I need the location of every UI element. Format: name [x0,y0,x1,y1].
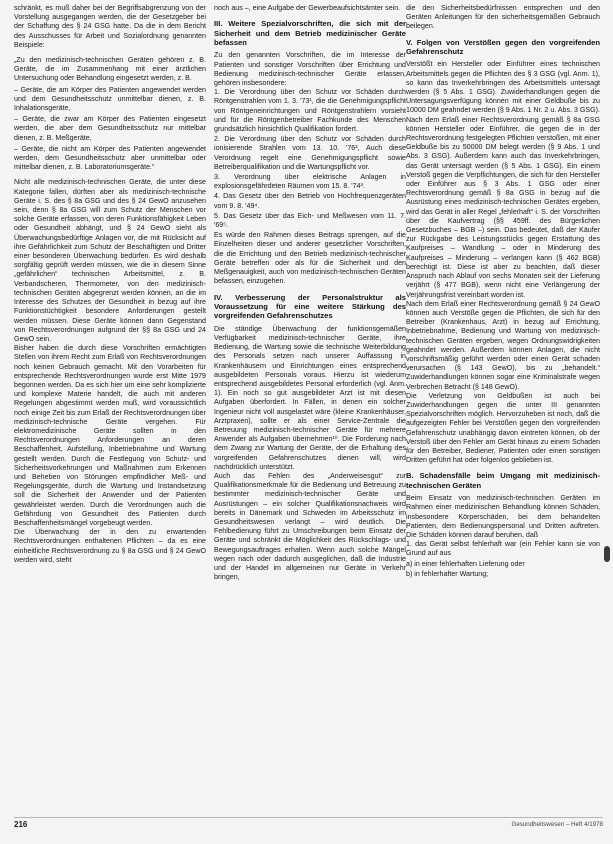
binding-hole-mark [604,546,610,562]
footer-divider [14,817,603,818]
damage-cause-list [406,540,600,579]
paragraph: Nach dem Erlaß einer Rechtsverordnung gemäß § 24 GewO können auch Verstöße gegen die Pflichten, die sich für den Betreiber (Krankenhaus, Arzt) in bezug auf Errichtung, Inbetriebnahme, Bedienung und Wartung von medizinisch-technischen Geräten ergeben, wegen Ordnungswidrigkeiten geahndet werden. Außerdem können Anlagen, die nicht vorschriftsmäßig geführt werden oder einen Gerät schaden verursachen (§ 143 GewO), bis zu „behandelt.“ Zuwiderhandlungen können sogar eine Kriminalstrafe wegen Verbrechen Betracht (§ 148 GewO). [406,299,600,391]
paragraph: Bisher haben die durch diese Vorschriften ermächtigten Stellen von ihrem Recht zum Erlaß von Rechtsverordnungen noch keinen Gebrauch gemacht. Mit den Vorarbeiten für entsprechende Rechtsverordnungen wurde erst Mitte 1979 begonnen werden. Da es sich hier um eine sehr komplizierte und komplexe Materie handelt, die auch mit anderen Regelungen abgestimmt werden muß, wird voraussichtlich noch einige Zeit bis zum Erlaß der Rechtsverordnungen über medizinisch-technische Geräte vergehen. Für elektromedizinische Geräte sollten in den Rechtsverordnungen Anforderungen an deren Beschaffenheit, Aufstellung, Inbetriebnahme und Wartung gestellt werden. Durch die Festlegung von Schutz- und Sicherheitsvorkehrungen und Maßnahmen zum Erkennen und Beheben von Störungen empfindlicher Meß- und Regelungsgeräte, durch die Wartung und Instandsetzung soll die Sicherheit der Anwender und der Patienten gewährleistet werden. Durch die Verordnungen auch die Gefährdung von Gesundheit des Patienten durch Beschaffenheitsmängel vorgebeugt werden. [14,344,206,527]
list-item: 3. Verordnung über elektrische Anlagen in explosionsgefährdeten Räumen vom 15. 8. '74³. [214,173,406,191]
quote-bullet: – Geräte, die zwar am Körper des Patienten eingesetzt werden, die aber dem Gesundheitsschutz nur mittelbar dienen, z. B. Meßgeräte, [14,115,206,142]
paragraph: Die ständige Überwachung der funktionsgemäßen Verfügbarkeit medizinisch-technischer Geräte, ihre Bedienung, die Wartung sowie die technische Weiterbildung des Personals setzen nach unserer Auffassung in Krankenhäusern und Einrichtungen eines entsprechend ausgebildeten Personals voraus. Hierzu ist wiederum entsprechend ausgebildetes Personal erforderlich (vgl. Anm. 1). Ein noch so gut ausgebildeter Arzt ist mit diesen Aufgaben überfordert. In Fällen, in denen ein solcher Ingenieur nicht voll ausgelastet wäre (kleine Krankenhäuser, Arztpraxen), sollte er als einer Service-Zentrale die Betreuung medizinisch-technischer Geräte für mehrere Anwender als Aufgaben übernehmen¹⁰. Die Forderung nach dem Zwang zur Wartung der Geräte, der die Erhaltung des vorgreifenden Gefahrenschutzes dienen will, wird nachdrücklich unterstützt. [214,324,406,471]
regulation-list [214,88,406,230]
section-heading: IV. Verbesserung der Personalstruktur als Voraussetzung für eine weitere Stärkung des vorgreifenden Gefahrenschutzes [214,292,406,321]
quote-paragraph: „Zu den medizinisch-technischen Geräten gehören z. B. Geräte, die im Zusammenhang mit einer ärztlichen Untersuchung oder Behandlung eingesetzt werden, z. B. [14,56,206,83]
quote-bullet: – Geräte, die am Körper des Patienten angewendet werden und dem Gesundheitsschutz unmittelbar dienen, z. B. Inhalationsgeräte, [14,85,206,113]
list-item: b) in fehlerhafter Wartung; [406,569,489,578]
paragraph: Nicht alle medizinisch-technischen Geräte, die unter diese Kategorie fallen, dürften aber als medizinisch-technische Geräte i. S. des § 8a GSG und des § 24 GewO anzusehen sein, denn § 8a GSG will zum Schutz der Menschen vor solche Geräte erfassen, von deren Funktionsfähigkeit Leben oder Gesundheit abhängt, und § 24 GewO sieht als Überwachungsbedürftige Anlagen vor, die mit Rücksicht auf ihre Gefährlichkeit zum Schutz der Beschäftigten und Dritter einer besonderen Überwachung bedürfen. Es wird deshalb sorgfältig geprüft werden müssen, wie die in diesem Sinne „gefährlichen“ technischen Arbeitsmittel, z. B. Verbandscheren, Thermometer, von den medizinisch-technischen Geräten abgegrenzt werden können, an die im Interesse des Schutzes der Gesundheit in bezug auf ihre Funktionstüchtigkeit besondere Anforderungen gestellt werden müssen. Diese Geräte können dann Gegenstand von Rechtsverordnungen aufgrund der §§ 8a GSG und 24 GewO sein. [14,178,206,343]
list-item: 2. Die Verordnung über den Schutz vor Schäden durch ionisierende Strahlen vom 13. 10. '76², Auch diese Verordnung regelt eine Genehmigungspflicht sowie Betreiberqualifikation und die Wartungspflicht vor. [214,135,406,171]
section-heading: V. Folgen von Verstößen gegen den vorgreifenden Gefahrenschutz [406,37,600,57]
column-middle [214,4,406,818]
paragraph: noch aus –, eine Aufgabe der Gewerbeaufsichtsämter sein. [214,4,401,12]
paragraph: Auch das Fehlen des „Anderweisesgut“ zur Qualifikationsmerkmale für die Bedienung und Betreuung zu bestimmter medizinisch-technischer Geräte und Ausrüstungen – ein solcher Qualifikationsnachweis wird bereits in Dänemark und Schweden im Arbeitsschutz im Gesundheitswesen verlangt – wird deutlich. Die Fehlbedienung führt zu Umschreibungen beim Einsatz der Geräte und schränkt die Möglichkeit des Rückschlags- und Bewegungsauftrages erhalten. Wenn auch solche Mängel wegen nach oder dadurch ausgeglichen, daß die Industrie und der Handel im allgemeinen nur Geräte in Verkehr bringen, [214,471,406,582]
section-heading: B. Schadensfälle beim Umgang mit medizinisch-technischen Geräten [406,471,600,490]
list-item: 1. Die Verordnung über den Schutz vor Schäden durch Röntgenstrahlen vom 1. 3. '73¹, die die Genehmigungspflicht von Röntgeneinrichtungen und Röntgenstrahlern vorsieht und für die Röntgenbetreiber Fachkunde des Menschen grundsätzlich hinsichtlich Qualifikation fordert. [214,88,406,134]
paragraph: die den Sicherheitsbedürfnissen entsprechen und den Geräten Anleitungen für den sicherheitsgemäßen Gebrauch beilegen. [406,4,600,31]
list-item: 5. Das Gesetz über das Eich- und Meßwesen vom 11. 7. '69⁵. [214,211,406,230]
paragraph: Verstößt ein Hersteller oder Einführer eines technischen Arbeitsmittels gegen die Pflichten des § 3 GSG (vgl. Anm. 1), so kann das Inverkehrbringen des Arbeitsmittels untersagt werden (§ 5 Abs. 1 GSG). Zuwiderhandlungen gegen die Untersagungsverfügung können mit einer Geldbuße bis zu 10000 DM geahndet werden (§ 9 Abs. 1 Nr. 2 u. Abs. 3 GSG). Nach dem Erlaß einer Rechtsverordnung gemäß § 8a GSG können Hersteller oder Einführer, die gegen die in der Rechtsverordnung festgelegten Pflichten verstoßen, mit einer Geldbuße bis zu 50000 DM belegt werden (§ 9 Abs. 1 und Abs. 3 GSG). Außerdem kann auch das Inverkehrbringen, das Gerät untersagt werden (§ 5 Abs. 1 GSG). Ein einem Verstoß gegen die Verpflichtungen, die sich für den Hersteller oder Einführer aus § 3 Abs. 1 GSG oder einer Rechtsverordnung gemäß § 8a GSG in bezug auf die Ausrüstung eines medizinisch-technischen Gerätes ergeben, wird das Gerät in aller Regel „fehlerhaft“ i. S. der Vorschriften über die Kaufvertrag (§§ 459ff. des Bürgerlichen Gesetzbuches – BGB –) sein. Das bedeutet, daß der Käufer zur Rückgabe des Leistungsstücks gegen Erstattung des Kaufpreises – Wandlung – oder in Minderung des Kaufpreises – Minderung – verlangen kann (§ 462 BGB) berechtigt ist. Diese ist aber zu beachten, daß dieser Anspruch nach Ablauf von sechs Monaten seit der Lieferung verjährt (§ 477 BGB), wenn nicht eine Verlängerung der Verjährungsfrist vereinbart worden ist. [406,60,600,299]
paragraph: Es würde den Rahmen dieses Beitrags sprengen, auf die Einzelheiten dieser und anderer gesetzlicher Vorschriften, die die Errichtung und den Betrieb medizinisch-technischer Geräte betreffen oder als für die Sicherheit und den Meßgenauigkeit, auch von medizinisch-technischen Geräten befassen, einzugehen. [214,231,406,286]
column-right [406,4,600,818]
quote-bullet: – Geräte, die nicht am Körper des Patienten angewendet werden, dem Gesundheitsschutz aber unmittelbar oder mittelbar dienen, z. B. Laboratoriumsgeräte.“ [14,144,206,172]
journal-footer: Gesundheitswesen – Heft 4/1978 [511,821,603,828]
paragraph: Die Überwachung der in den zu erwartenden Rechtsverordnungen enthaltenen Pflichten – da es eine einheitliche Rechtsverordnung zu § 8a GSG und § 24 GewO werden wird, steht [14,528,206,564]
paragraph: Zu den genannten Vorschriften, die im Interesse der Patienten und sonstiger Vorschriften über Errichtung und Bedienung medizinisch-technischer Geräte erlassen, gehören insbesondere: [214,51,406,88]
list-item: 4. Das Gesetz über den Betrieb von Hochfrequenzgeräten vom 9. 8. '49⁴. [214,192,406,210]
section-heading: III. Weitere Spezialvorschriften, die sich mit der Sicherheit und dem Betrieb medizinischer Geräte befassen [214,19,406,48]
column-left [14,4,206,818]
list-item: 1. das Gerät selbst fehlerhaft war (ein Fehler kann sie von Grund auf aus [406,540,600,558]
paragraph: Die Verletzung von Geldbußen ist auch bei Zuwiderhandlungen gegen die unter III genannten Spezialvorschriften möglich. Hervorzuheben ist noch, daß die aufgezeigten Fehler bei Verstößen gegen den vorgreifenden Gefahrenschutz unabhängig davon eintreten können, ob der Verstoß über den Fehler am Gerät hinaus zu einem Schaden für den Betreiber, Bediener, Patienten oder einen sonstigen Dritten geführt hat oder folgenlos geblieben ist. [406,391,600,465]
paragraph: schränkt, es muß daher bei der Begriffsabgrenzung von der Vorstellung ausgegangen werden, die der Gesetzgeber bei der Schaffung des § 24 GSG hatte. Da die in dem Bericht des Ausschusses für Arbeit und Sozialordnung genannten Beispiele: [14,4,206,49]
paragraph: Beim Einsatz von medizinisch-technischen Geräten im Rahmen einer medizinischen Behandlung können Schäden, insbesondere Körperschäden, bei dem behandelten Patienten, dem Bedienungspersonal und Dritten auftreten. Die Schäden können darauf beruhen, daß [406,494,600,539]
page-number: 216 [14,820,28,829]
list-item: a) in einer fehlerhaften Lieferung oder [406,559,525,568]
